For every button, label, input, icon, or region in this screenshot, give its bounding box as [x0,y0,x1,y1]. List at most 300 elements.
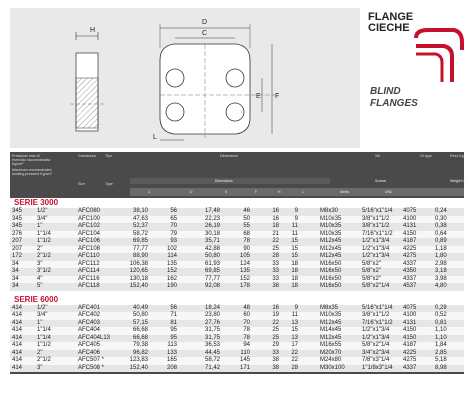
table-cell: AFC118 [78,283,100,289]
table-cell: M16x50 [320,275,342,282]
table-cell: 2" [37,349,43,356]
table-cell: 114 [167,253,177,259]
table-cell: 57,15 [132,319,148,326]
table-cell: 34 [12,275,19,282]
table-cell: 19 [272,312,279,318]
table-cell: 2"1/2 [37,253,51,259]
table-cell: 414 [12,312,23,318]
table-cell: AFC405 [78,342,101,348]
table-cell: 105 [239,253,250,259]
table-cell: 23,80 [204,312,220,318]
table-cell: 61,93 [204,260,220,267]
table-cell: 21 [272,230,279,237]
table-cell: 1"1/4 [37,334,51,341]
table-cell: 414 [12,357,23,363]
header-grandezza: Grandezza [78,154,96,158]
table-cell: 81 [170,319,177,326]
table-cell: 8,98 [435,364,447,371]
table-cell: 78 [243,238,250,244]
table-cell: 4150 [403,230,417,237]
table-cell: 0,38 [435,223,447,229]
table-cell: 135 [239,268,250,274]
table-cell: AFC102 [78,223,101,229]
table-cell: 47,63 [132,215,148,222]
table-cell: 5/8"x2" [362,260,381,267]
table-cell: 4,80 [435,283,447,289]
table-cell: 28 [272,253,279,259]
table-cell: 414 [12,342,23,348]
table-cell: 69,85 [204,268,220,274]
table-cell: 31,75 [204,334,220,341]
header-metric: Metric [340,190,350,194]
table-cell: 208 [166,364,177,371]
header-col-h: H [278,190,281,194]
table-cell: 7/8"x3"1/4 [362,357,390,363]
table-cell: 1/2"x1"3/4 [362,253,390,259]
table-row [10,350,464,358]
series-rows [10,305,464,373]
table-row [10,223,464,231]
table-row [10,283,464,291]
table-cell: AFC507 * [78,357,105,363]
table-cell: 16 [272,304,279,311]
table-cell: 4537 [403,283,417,289]
table-cell: 0,89 [435,238,447,244]
table-cell: 66,68 [132,334,148,341]
table-cell: 145 [239,357,250,363]
table-cell: 345 [12,223,23,229]
table-cell: 65 [170,215,177,222]
table-cell: 79 [170,230,177,237]
table-cell: 88,90 [132,253,148,259]
table-row [10,320,464,328]
table-cell: 9 [294,304,298,311]
table-cell: 58,72 [132,230,148,237]
table-cell: 414 [12,364,23,371]
table-cell: 34 [12,268,19,274]
table-cell: 35,71 [204,238,220,244]
table-cell: 2,98 [435,260,447,267]
table-cell: 172 [12,253,23,259]
table-cell: 345 [12,208,23,214]
table-cell: M24x80 [320,357,342,363]
table-cell: 55 [243,223,250,229]
table-cell: 70 [243,319,250,326]
table-cell: 71,42 [204,364,220,371]
table-cell: 1,84 [435,342,447,348]
front-view [160,24,275,140]
table-row [10,208,464,216]
table-cell: 3/8"x1"1/2 [362,312,390,318]
table-cell: AFC110 [78,253,100,259]
table-cell: 207 [12,245,23,252]
table-cell: 124 [239,260,250,267]
side-view [70,32,104,131]
table-cell: 1" [37,319,43,326]
table-cell: M16x55 [320,342,342,348]
table-cell: 52,37 [132,223,148,229]
table-row [10,357,464,365]
header-col-e: E [225,190,228,194]
table-cell: 3,18 [435,268,447,274]
table-cell: 113 [167,342,177,348]
series-title: SERIE 3000 [10,198,464,208]
table-cell: 414 [12,327,23,333]
table-cell: 0,81 [435,319,447,326]
table-cell: 50,80 [204,253,220,259]
header-peso: Peso Kg [450,154,464,158]
table-row [10,312,464,320]
table-cell: 4075 [403,304,417,311]
table-cell: AFC116 [78,275,100,282]
header-col-f: F [255,190,258,194]
table-cell: 44,45 [204,349,220,356]
table-cell: M10x35 [320,230,342,237]
table-cell: 135 [166,260,177,267]
table-cell: M10x35 [320,312,342,318]
table-cell: 0,30 [435,215,447,222]
table-cell: 38 [272,283,279,289]
table-cell: 28 [291,364,298,371]
table-cell: 120,65 [129,268,148,274]
table-header [10,152,464,198]
table-cell: M12x45 [320,253,342,259]
header-col-d: D [190,190,193,194]
table-cell: 4131 [403,223,417,229]
table-cell: 70 [170,223,177,229]
table-cell: 133 [166,349,177,356]
table-cell: 77,77 [132,245,148,252]
table-cell: 78 [243,334,250,341]
header-dimensions: Dimensions [215,179,233,183]
series-6000 [10,295,464,373]
table-cell: AFC402 [78,312,101,318]
table-cell: 178 [239,283,250,289]
table-cell: 414 [12,304,23,311]
table-cell: 4150 [403,334,417,341]
table-cell: 1/2"x1"3/4 [362,327,390,333]
table-cell: 68 [243,230,250,237]
table-cell: 22 [291,349,298,356]
table-cell: 26,19 [204,223,220,229]
table-cell: 1/2"x1"3/4 [362,238,390,244]
table-cell: M14x45 [320,327,342,333]
table-row [10,335,464,343]
table-cell: 71 [170,312,177,318]
table-cell: 4337 [403,275,417,282]
table-cell: 0,24 [435,208,447,214]
table-cell: 13 [291,334,298,341]
table-cell: M16x50 [320,260,342,267]
table-cell: 3" [37,260,43,267]
table-cell: AFC404 [78,327,101,333]
table-cell: 110 [240,349,250,356]
table-cell: 11 [291,223,298,229]
table-cell: AFC080 [78,208,101,214]
table-cell: AFC100 [78,215,101,222]
table-cell: 1"1/4 [37,327,51,333]
table-cell: M16x50 [320,268,342,274]
table-cell: 96,82 [132,349,148,356]
table-cell: 7/16"x1"1/2 [362,230,393,237]
table-cell: 18 [291,275,298,282]
table-cell: M16x50 [320,283,342,289]
table-cell: 34 [12,283,19,289]
brand-title-line1: FLANGE [368,11,414,23]
table-cell: 207 [12,238,23,244]
table-cell: 25 [272,334,279,341]
table-cell: 58,72 [204,357,220,363]
dim-label-l: L [153,134,157,141]
table-cell: 0,28 [435,304,447,311]
header-unc: UNC [385,190,393,194]
table-cell: 95 [170,327,177,333]
table-cell: 2" [37,245,43,252]
table-cell: 15 [291,327,298,333]
table-cell: 152,40 [129,283,148,289]
table-cell: 4" [37,275,43,282]
table-cell: 46 [243,208,250,214]
header-pressure: Pressione max di esercizio raccomandata Kg/cm² [12,154,50,166]
brand-subtitle [370,86,418,110]
table-cell: 15 [291,253,298,259]
table-cell: 2"1/2 [37,357,51,363]
table-cell: 0,52 [435,312,447,318]
table-cell: 18 [272,223,279,229]
table-cell: M8x35 [320,304,339,311]
flange-drawing [10,8,360,148]
table-cell: 56 [170,304,177,311]
table-cell: 414 [12,319,23,326]
table-cell: 22 [272,238,279,244]
table-cell: 1/2" [37,208,48,214]
table-cell: 4187 [403,238,417,244]
table-cell: 18 [291,283,298,289]
table-cell: 15 [291,245,298,252]
table-cell: 4100 [403,312,417,318]
table-cell: 33 [272,260,279,267]
table-cell: 5,18 [435,357,447,363]
table-cell: 33 [272,268,279,274]
table-cell: 0,64 [435,230,447,237]
table-cell: 11 [291,312,298,318]
header-pressure-en: Maximum recommended working pressure Kg/cm² [12,168,52,176]
table-row [10,365,464,373]
table-cell: 50,80 [132,312,148,318]
table-cell: 93 [170,238,177,244]
dim-label-d: D [202,19,208,26]
header-col-l: L [302,190,304,194]
table-cell: 40,49 [132,304,148,311]
table-cell: 1,10 [435,327,447,333]
table-cell: 3/8"x1"1/2 [362,215,390,222]
table-cell: 38,10 [132,208,148,214]
table-cell: 16 [272,215,279,222]
table-cell: 66,68 [132,327,148,333]
table-cell: 38 [272,357,279,363]
table-cell: 414 [12,334,23,341]
table-cell: 31,75 [204,327,220,333]
table-cell: M12x45 [320,245,342,252]
table-cell: 36,53 [204,342,220,348]
table-cell: 9 [294,215,298,222]
table-cell: AFC108 [78,245,101,252]
table-cell: 42,88 [204,245,220,252]
table-cell: 3/4"x2"3/4 [362,349,390,356]
table-cell: 29 [272,342,279,348]
table-cell: 4350 [403,268,417,274]
table-cell: M10x35 [320,223,342,229]
table-cell: 3,98 [435,275,447,282]
table-cell: 33 [272,275,279,282]
header-col-c: C [148,190,151,194]
table-cell: 60 [243,312,250,318]
table-cell: 25 [272,245,279,252]
table-cell: 1,18 [435,245,447,252]
table-cell: 4100 [403,215,417,222]
table-cell: 4275 [403,357,417,363]
table-cell: 5/16"x1"1/4 [362,208,393,214]
specs-table [10,152,464,374]
header-subrow [130,188,464,196]
table-cell: 94 [243,342,250,348]
table-cell: 5" [37,283,43,289]
series-rows [10,208,464,291]
table-cell: 123,83 [129,357,148,363]
table-row [10,216,464,224]
table-cell: 414 [12,349,23,356]
table-cell: 4187 [403,342,417,348]
brand-title-line2: CIECHE [368,22,410,34]
header-type: Type [105,182,113,186]
table-row [10,253,464,261]
table-cell: 90 [243,245,250,252]
table-cell: 4225 [403,245,417,252]
table-cell: 1/2" [37,304,48,311]
table-cell: 130,18 [129,275,148,282]
table-cell: AFC401 [78,304,101,311]
table-row [10,276,464,284]
table-cell: 4337 [403,260,417,267]
series-title: SERIE 6000 [10,295,464,305]
table-cell: 5/8"x2" [362,268,381,274]
table-cell: 25 [272,327,279,333]
dim-label-f: F [275,93,280,100]
table-cell: M20x70 [320,349,342,356]
table-cell: M12x45 [320,319,342,326]
table-row [10,261,464,269]
table-cell: 1"1/2 [37,342,51,348]
table-cell: 2,85 [435,349,447,356]
table-cell: 17,48 [204,208,220,214]
header-tipo: Tipo [105,154,112,158]
header-screws: Screws [375,179,387,183]
table-cell: 106,38 [129,260,148,267]
header-viti: Viti [375,154,380,158]
table-cell: 5/8"x2"1/4 [362,283,390,289]
table-cell: 13 [291,319,298,326]
table-cell: 152,40 [129,364,148,371]
table-cell: 56 [170,208,177,214]
table-row [10,246,464,254]
flange-logo-icon [414,28,464,84]
table-row [10,327,464,335]
table-cell: 165 [166,357,177,363]
table-cell: 22 [291,357,298,363]
table-cell: 79,38 [132,342,148,348]
table-cell: 33 [272,349,279,356]
table-cell: 95 [170,334,177,341]
table-cell: 152 [239,275,250,282]
technical-drawing [10,8,360,148]
dim-label-e: E [256,93,261,100]
table-cell: 4337 [403,364,417,371]
table-cell: 18,24 [204,304,220,311]
table-row [10,268,464,276]
table-cell: 1,80 [435,253,447,259]
table-cell: AFC403 [78,319,101,326]
table-cell: 4275 [403,253,417,259]
table-cell: 345 [12,215,23,222]
table-cell: 48 [243,304,250,311]
table-bottom-line [10,372,464,374]
table-cell: 4225 [403,349,417,356]
table-cell: 50 [243,215,250,222]
table-cell: 4131 [403,319,417,326]
table-cell: 1" [37,223,43,229]
table-cell: 16 [272,208,279,214]
table-cell: 3/8"x1"1/2 [362,223,390,229]
table-cell: 34 [12,260,19,267]
table-cell: 15 [291,238,298,244]
table-cell: 102 [166,245,177,252]
table-cell: 4075 [403,208,417,214]
table-cell: M8x30 [320,208,339,214]
table-cell: 18 [291,260,298,267]
brand-sub-line1: BLIND [370,86,401,97]
table-cell: 7/16"x1"1/2 [362,319,393,326]
header-size: Size [78,182,85,186]
table-row [10,238,464,246]
brand-sub-line2: FLANGES [370,98,418,109]
table-cell: 162 [166,275,177,282]
table-cell: AFC112 [78,260,100,267]
table-row [10,342,464,350]
table-cell: 4150 [403,327,417,333]
table-cell: 1"1/4 [37,230,51,237]
series-3000 [10,198,464,291]
table-cell: 22,23 [204,215,220,222]
table-cell: AFC114 [78,268,100,274]
table-cell: 11 [291,230,298,237]
header-ortype: Or type [420,154,432,158]
table-cell: 92,08 [204,283,220,289]
table-cell: M30x100 [320,364,345,371]
table-cell: 69,85 [132,238,148,244]
table-cell: 78 [243,327,250,333]
table-cell: 1/2"x1"3/4 [362,245,390,252]
table-cell: AFC404L13 [78,334,111,341]
table-cell: M12x45 [320,334,342,341]
table-cell: 18 [291,268,298,274]
table-cell: AFC106 [78,238,101,244]
table-cell: 1"1/8x3"1/4 [362,364,393,371]
table-cell: AFC508 * [78,364,105,371]
table-cell: 5/8"x2"1/4 [362,342,390,348]
dim-label-c: C [202,30,208,37]
table-row [10,231,464,239]
table-cell: 171 [239,364,250,371]
